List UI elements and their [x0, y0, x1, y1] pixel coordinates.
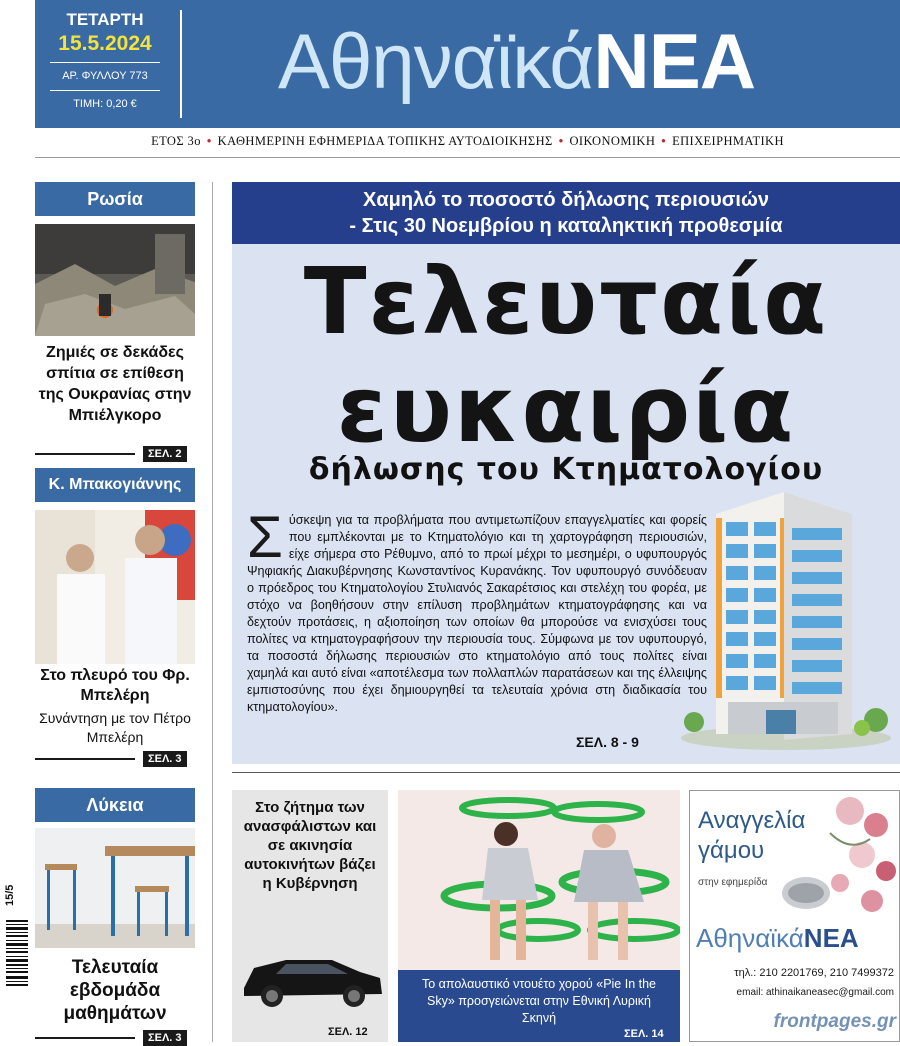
section-bakogiannis: Κ. Μπακογιάννης [35, 468, 195, 502]
main-headline [232, 248, 900, 464]
dropcap: Σ [247, 505, 283, 570]
main-story-banner [232, 182, 900, 244]
ad-email: email: athinaikaneasec@gmail.com [736, 987, 894, 998]
price-divider [50, 90, 160, 91]
ad-phone: τηλ.: 210 2201769, 210 7499372 [734, 967, 894, 979]
main-story-body [247, 505, 707, 716]
main-story-text: ύσκεψη για τα προβλήματα που αντιμετωπίζουν επαγγελματίες και φορείς που εμπλέκονται με το Κτηματολόγιο και τη χαρτογράφηση περιουσιών, είχε σήμερα στο Ρέθυμνο, από το πρωί μέχρι το μεσημέρι, ο υφυπουργός Ψηφιακής Διακυβέρνησης Κωνσταντίνος Κυρανάκης. Τον υφυπουργό συνόδευαν ο πρόεδρος του Κτηματολογίου Στυλιανός Σακαρέτσιος και στελέχη του φορέα, με στόχο να βοηθήσουν στην επίλυση προβλημάτων κτηματογράφησης και να δεχτούν προτάσεις, η αξιοποίηση των οποίων θα μπορούσε να ενισχύσει τους πολίτες να κτηματογραφήσουν την περιουσία τους. Σύμφωνα με τον υφυπουργό, τα ποσοστά δήλωσης περιουσιών στο κτηματολόγιο από τους πολίτες είναι χαμηλά και αυτό είναι «αποτέλεσμα των πολλαπλών παρατάσεων και της έλλειψης εμπιστοσύνης που έχει δημιουργηθεί τα τελευταία χρόνια στη διαδικασία του κτηματολογίου». [247, 513, 707, 714]
banner-line-2: - Στις 30 Νοεμβρίου η καταληκτική προθεσμία [349, 215, 783, 237]
russia-page-line [35, 453, 135, 455]
issue-number: ΑΡ. ΦΥΛΛΟΥ 773 [62, 70, 148, 82]
masthead-divider [180, 10, 182, 118]
dance-caption: Το απολαυστικό ντουέτο χορού «Pie In the Sky» προσγειώνεται στην Εθνική Λυρική Σκηνή [421, 977, 657, 1025]
russia-photo-image [35, 224, 195, 336]
rings-icon [778, 871, 834, 913]
subline-business: ΕΠΙΧΕΙΡΗΜΑΤΙΚΗ [672, 134, 784, 148]
date-block [35, 0, 175, 128]
bakogiannis-photo [35, 510, 195, 664]
dance-photo [398, 790, 680, 970]
headline-line-1: Τελευταία [303, 248, 829, 355]
subline-year: ΕΤΟΣ 3ο [151, 134, 201, 148]
bakogiannis-title: Στο πλευρό του Φρ. Μπελέρη [40, 667, 190, 704]
bakogiannis-page-tag: ΣΕΛ. 3 [143, 751, 187, 767]
insurance-story [232, 790, 388, 1042]
main-subheadline: δήλωσης του Κτηματολογίου [308, 452, 824, 487]
subline-economic: ΟΙΚΟΝΟΜΙΚΗ [569, 134, 656, 148]
subline-daily: ΚΑΘΗΜΕΡΙΝΗ ΕΦΗΜΕΡΙΔΑ ΤΟΠΙΚΗΣ ΑΥΤΟΔΙΟΙΚΗΣΗΣ [217, 134, 553, 148]
barcode-label: 15/5 [4, 884, 16, 906]
wedding-ad [689, 790, 900, 1042]
barcode-icon [6, 918, 28, 990]
issue-date: 15.5.2024 [58, 32, 152, 55]
dance-page: ΣΕΛ. 14 [624, 1028, 664, 1040]
section-lykeia: Λύκεια [35, 788, 195, 822]
lykeia-photo [35, 828, 195, 948]
bottom-rule [232, 772, 900, 773]
weekday: ΤΕΤΑΡΤΗ [66, 10, 144, 29]
lykeia-page-line [35, 1037, 135, 1039]
newspaper-logo [278, 16, 755, 106]
russia-caption: Ζημιές σε δεκάδες σπίτια σε επίθεση της Ουκρανίας στην Μπιέλγκορο [38, 344, 192, 424]
column-divider [212, 182, 213, 1042]
building-illustration [676, 488, 896, 752]
insurance-page: ΣΕΛ. 12 [328, 1026, 368, 1038]
ad-logo [696, 923, 859, 954]
ad-logo-bold: ΝΕΑ [803, 923, 859, 953]
ad-in-paper: στην εφημερίδα [698, 877, 768, 888]
headline-line-2: ευκαιρία [336, 356, 796, 463]
date-divider [50, 62, 160, 63]
lykeia-caption: Τελευταία εβδομάδα μαθημάτων [63, 957, 167, 1024]
insurance-text: Στο ζήτημα των ανασφάλιστων και σε ακινησία αυτοκινήτων βάζει η Κυβέρνηση [243, 799, 377, 892]
lykeia-photo-image [35, 828, 195, 948]
ad-title-1: Αναγγελία [698, 807, 806, 834]
russia-photo [35, 224, 195, 336]
masthead-subline: ΕΤΟΣ 3ο • ΚΑΘΗΜΕΡΙΝΗ ΕΦΗΜΕΡΙΔΑ ΤΟΠΙΚΗΣ ΑΥΤΟΔΙΟΙΚΗΣΗΣ • ΟΙΚΟΝΟΜΙΚΗ • ΕΠΙΧΕΙΡΗΜΑΤΙΚΗ [151, 134, 784, 148]
bakogiannis-photo-image [35, 510, 195, 664]
dance-story [398, 790, 680, 1042]
bakogiannis-page-line [35, 758, 135, 760]
logo-bold: ΝΕΑ [593, 17, 756, 105]
lykeia-page-tag: ΣΕΛ. 3 [143, 1030, 187, 1046]
ad-logo-thin: Αθηναϊκά [696, 923, 804, 953]
masthead-rule [35, 157, 900, 158]
section-russia: Ρωσία [35, 182, 195, 216]
car-image [236, 938, 386, 1012]
price: ΤΙΜΗ: 0,20 € [73, 98, 137, 110]
main-story-page: ΣΕΛ. 8 - 9 [576, 734, 639, 750]
watermark: frontpages.gr [773, 1011, 896, 1032]
barcode [4, 880, 30, 990]
banner-line-1: Χαμηλό το ποσοστό δήλωσης περιουσιών [363, 189, 769, 211]
ad-title-2: γάμου [698, 837, 765, 864]
russia-page-tag: ΣΕΛ. 2 [143, 446, 187, 462]
logo-thin: Αθηναϊκά [278, 17, 594, 105]
bakogiannis-subtitle: Συνάντηση με τον Πέτρο Μπελέρη [39, 710, 191, 745]
